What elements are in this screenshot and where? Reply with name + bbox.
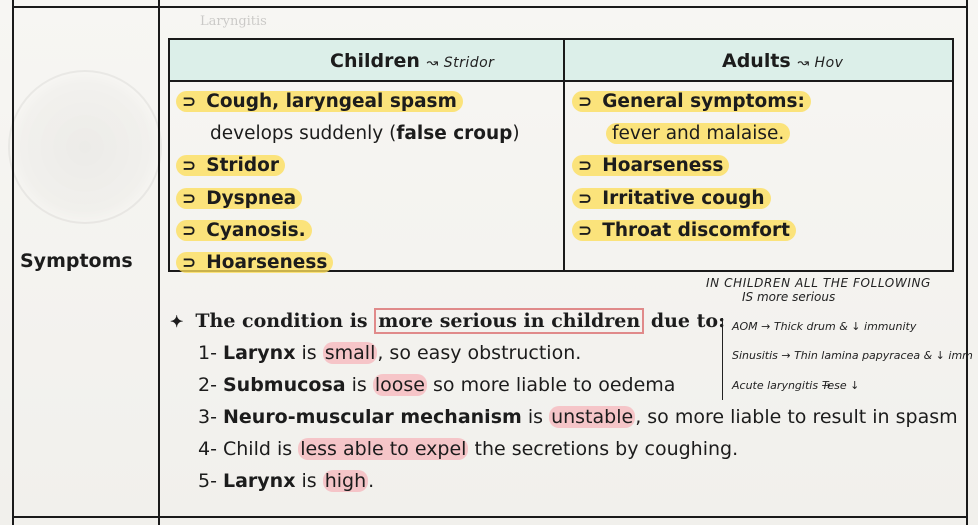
notes-item: Sinusitis → Thin lamina papyracea & ↓ imm bbox=[732, 349, 973, 362]
notes-item: AOM → Thick drum & ↓ immunity bbox=[732, 320, 917, 333]
bullet-icon: ⊃ bbox=[578, 220, 593, 241]
bullet-icon: ⊃ bbox=[182, 188, 197, 209]
adults-column bbox=[572, 86, 811, 247]
row-label-symptoms: Symptoms bbox=[20, 250, 133, 272]
list-item: 1- Larynx is small , so easy obstruction. bbox=[198, 342, 582, 364]
notes-item: Tese ↓ bbox=[822, 379, 860, 392]
list-item: 5- Larynx is high . bbox=[198, 470, 375, 492]
list-item: ⊃ Throat discomfort bbox=[572, 215, 811, 247]
list-item: ⊃ Dyspnea bbox=[176, 183, 520, 215]
notes-title: IN CHILDREN ALL THE FOLLOWING bbox=[706, 276, 931, 290]
notes-bracket bbox=[722, 318, 731, 400]
reasons-lead: ✦ The condition is more serious in children due to: bbox=[170, 310, 726, 332]
header-children-label: Children bbox=[330, 50, 420, 72]
bullet-icon: ⊃ bbox=[182, 92, 197, 112]
notes-item: Acute laryngitis → bbox=[732, 379, 831, 392]
ghost-heading: Laryngitis bbox=[200, 14, 267, 29]
list-item: ⊃ Cyanosis. bbox=[176, 215, 520, 247]
bullet-icon: ⊃ bbox=[578, 188, 593, 209]
list-item: ⊃ Stridor bbox=[176, 150, 520, 182]
children-column bbox=[176, 86, 520, 279]
list-item: ⊃ Cough, laryngeal spasm bbox=[176, 86, 520, 118]
outer-right-border bbox=[966, 0, 968, 525]
reasons-section bbox=[170, 306, 958, 497]
list-item-continuation: fever and malaise. bbox=[572, 118, 811, 150]
list-item: 2- Submucosa is loose so more liable to oedema bbox=[198, 374, 676, 396]
comparison-table bbox=[168, 38, 954, 272]
list-item: ⊃ Irritative cough bbox=[572, 183, 811, 215]
header-children bbox=[330, 50, 494, 72]
comparison-divider bbox=[563, 40, 565, 270]
notes-subtitle: IS more serious bbox=[742, 290, 836, 304]
outer-bottom-border bbox=[12, 516, 968, 518]
handwritten-notes bbox=[706, 276, 973, 392]
list-item-continuation: develops suddenly (false croup) bbox=[210, 123, 520, 145]
outer-column-divider bbox=[158, 0, 160, 525]
watermark-seal bbox=[8, 70, 162, 224]
header-adults bbox=[722, 50, 843, 72]
list-item: ⊃ Hoarseness bbox=[572, 150, 811, 182]
bullet-icon: ⊃ bbox=[182, 253, 197, 274]
list-item: ⊃ Hoarseness bbox=[176, 247, 520, 279]
outer-left-border bbox=[12, 0, 14, 525]
bullet-icon: ⊃ bbox=[182, 156, 197, 177]
header-adults-label: Adults bbox=[722, 50, 791, 72]
outer-top-border bbox=[12, 6, 968, 8]
bullet-icon: ⊃ bbox=[182, 220, 197, 241]
list-item: 3- Neuro-muscular mechanism is unstable , so more liable to result in spasm bbox=[198, 406, 958, 428]
header-adults-annotation: ↝ Hov bbox=[797, 55, 844, 71]
bullet-icon: ⊃ bbox=[578, 156, 593, 177]
header-children-annotation: ↝ Stridor bbox=[426, 55, 495, 71]
list-item: ⊃ General symptoms: bbox=[572, 86, 811, 118]
bullet-icon: ⊃ bbox=[578, 92, 593, 112]
list-item: 4- Child is less able to expel the secretions by coughing. bbox=[198, 438, 739, 460]
star-icon: ✦ bbox=[170, 312, 184, 331]
